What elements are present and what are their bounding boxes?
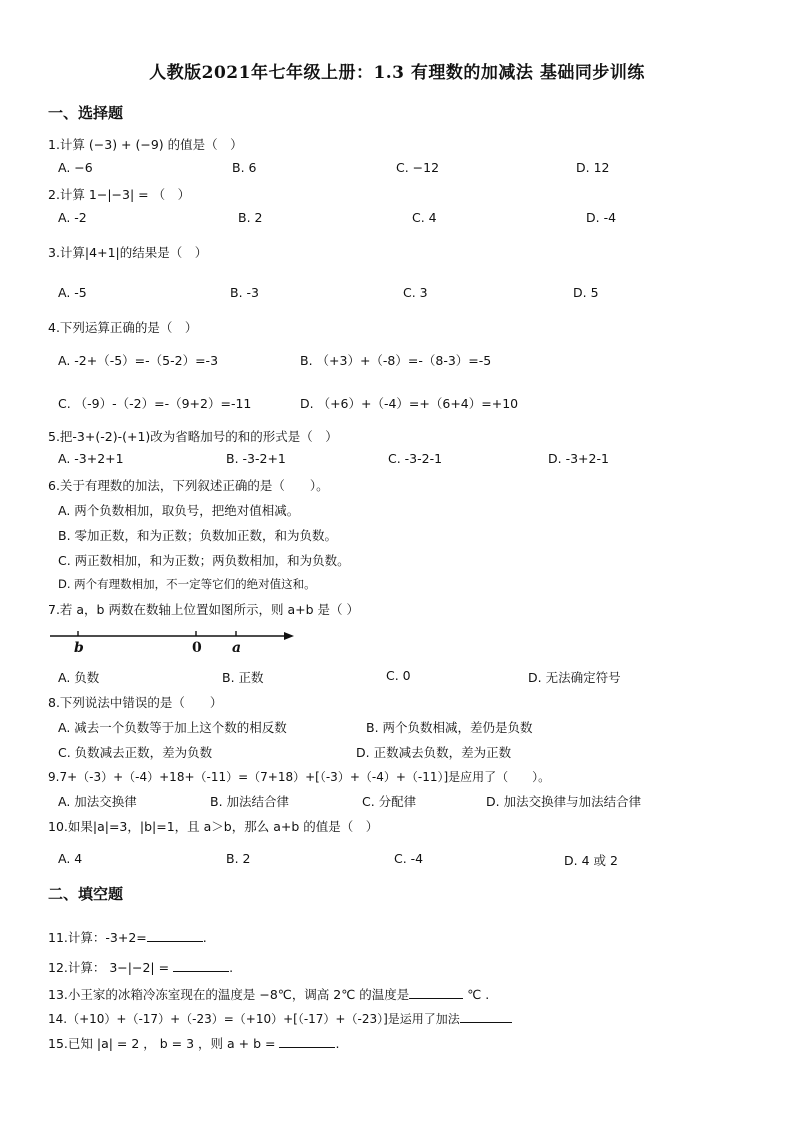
q6-option-a[interactable]: A. 两个负数相加，取负号，把绝对值相减。 bbox=[58, 503, 300, 518]
q4-option-b[interactable]: B. （+3）+（-8）=-（8-3）=-5 bbox=[300, 353, 492, 368]
question-13-text: 13.小王家的冰箱冷冻室现在的温度是 −8℃，调高 2℃ 的温度是 bbox=[48, 987, 410, 1002]
q7-option-a[interactable]: A. 负数 bbox=[58, 670, 100, 685]
q3-option-a[interactable]: A. -5 bbox=[58, 285, 87, 300]
question-8: 8.下列说法中错误的是（ ） bbox=[48, 695, 223, 710]
q1-option-a[interactable]: A. −6 bbox=[58, 160, 93, 175]
q1-option-b[interactable]: B. 6 bbox=[232, 160, 257, 175]
question-11 bbox=[48, 928, 207, 946]
section-choice-heading: 一、选择题 bbox=[48, 104, 124, 122]
q5-option-a[interactable]: A. -3+2+1 bbox=[58, 451, 124, 466]
q4-option-a[interactable]: A. -2+（-5）=-（5-2）=-3 bbox=[58, 353, 219, 368]
q10-option-c[interactable]: C. -4 bbox=[394, 851, 424, 866]
question-3: 3.计算|4+1|的结果是（ ） bbox=[48, 245, 208, 260]
q8-option-b[interactable]: B. 两个负数相减，差仍是负数 bbox=[366, 720, 533, 735]
q10-option-d[interactable]: D. 4 或 2 bbox=[564, 853, 618, 868]
number-line-label-zero: 0 bbox=[192, 640, 202, 656]
question-10: 10.如果|a|=3，|b|=1，且 a＞b，那么 a+b 的值是（ ） bbox=[48, 819, 379, 834]
q9-option-a[interactable]: A. 加法交换律 bbox=[58, 794, 137, 809]
q3-option-b[interactable]: B. -3 bbox=[230, 285, 259, 300]
q4-option-c[interactable]: C. （-9）-（-2）=-（9+2）=-11 bbox=[58, 396, 252, 411]
q11-answer-blank[interactable] bbox=[147, 929, 203, 942]
q6-option-c[interactable]: C. 两正数相加，和为正数；两负数相加，和为负数。 bbox=[58, 553, 350, 568]
q6-option-d[interactable]: D. 两个有理数相加，不一定等它们的绝对值这和。 bbox=[58, 577, 316, 591]
q6-option-b[interactable]: B. 零加正数，和为正数；负数加正数，和为负数。 bbox=[58, 528, 338, 543]
q1-option-c[interactable]: C. −12 bbox=[396, 160, 440, 175]
q5-option-c[interactable]: C. -3-2-1 bbox=[388, 451, 443, 466]
question-4: 4.下列运算正确的是（ ） bbox=[48, 320, 198, 335]
number-line-label-b: b bbox=[74, 640, 84, 656]
number-line-figure bbox=[48, 624, 298, 660]
question-6: 6.关于有理数的加法，下列叙述正确的是（ ）。 bbox=[48, 478, 329, 493]
question-11-tail: . bbox=[202, 930, 207, 945]
q7-option-b[interactable]: B. 正数 bbox=[222, 670, 264, 685]
section-fill-heading: 二、填空题 bbox=[48, 885, 124, 903]
q13-answer-blank[interactable] bbox=[409, 986, 463, 999]
question-12 bbox=[48, 958, 233, 976]
q8-option-a[interactable]: A. 减去一个负数等于加上这个数的相反数 bbox=[58, 720, 287, 735]
q1-option-d[interactable]: D. 12 bbox=[576, 160, 610, 175]
q4-option-d[interactable]: D. （+6）+（-4）=+（6+4）=+10 bbox=[300, 396, 519, 411]
question-15-text: 15.已知 |a| = 2 ， b = 3 ，则 a + b = bbox=[48, 1036, 280, 1051]
question-13 bbox=[48, 985, 489, 1003]
q2-option-c[interactable]: C. 4 bbox=[412, 210, 437, 225]
question-9: 9.7+（-3）+（-4）+18+（-11）=（7+18）+[（-3）+（-4）+（-11）]是应用了（ ）。 bbox=[48, 770, 551, 784]
question-7: 7.若 a，b 两数在数轴上位置如图所示，则 a+b 是（ ） bbox=[48, 602, 359, 617]
q9-option-b[interactable]: B. 加法结合律 bbox=[210, 794, 290, 809]
q15-answer-blank[interactable] bbox=[279, 1035, 335, 1048]
number-line-label-a: a bbox=[232, 640, 242, 656]
q10-option-b[interactable]: B. 2 bbox=[226, 851, 251, 866]
q3-option-d[interactable]: D. 5 bbox=[573, 285, 599, 300]
q2-option-a[interactable]: A. -2 bbox=[58, 210, 87, 225]
q8-option-d[interactable]: D. 正数减去负数，差为正数 bbox=[356, 745, 512, 760]
question-15-tail: . bbox=[335, 1036, 340, 1051]
q9-option-c[interactable]: C. 分配律 bbox=[362, 794, 417, 809]
number-line-svg bbox=[48, 624, 298, 660]
q2-option-b[interactable]: B. 2 bbox=[238, 210, 263, 225]
q9-option-d[interactable]: D. 加法交换律与加法结合律 bbox=[486, 794, 642, 809]
question-12-tail: . bbox=[229, 960, 234, 975]
q8-option-c[interactable]: C. 负数减去正数，差为负数 bbox=[58, 745, 213, 760]
question-14-text: 14.（+10）+（-17）+（-23）=（+10）+[（-17）+（-23）]是运用了加法 bbox=[48, 1012, 460, 1026]
question-15 bbox=[48, 1034, 339, 1052]
question-14 bbox=[48, 1010, 512, 1027]
page-title: 人教版2021年七年级上册：1.3 有理数的加减法 基础同步训练 bbox=[149, 63, 645, 83]
q3-option-c[interactable]: C. 3 bbox=[403, 285, 428, 300]
q5-option-b[interactable]: B. -3-2+1 bbox=[226, 451, 286, 466]
question-12-text: 12.计算： 3−|−2| = bbox=[48, 960, 174, 975]
q2-option-d[interactable]: D. -4 bbox=[586, 210, 617, 225]
q5-option-d[interactable]: D. -3+2-1 bbox=[548, 451, 609, 466]
number-line-arrow-icon bbox=[284, 632, 294, 640]
question-11-text: 11.计算：-3+2= bbox=[48, 930, 147, 945]
q7-option-d[interactable]: D. 无法确定符号 bbox=[528, 670, 621, 685]
question-5: 5.把-3+(-2)-(+1)改为省略加号的和的形式是（ ） bbox=[48, 429, 338, 444]
question-2: 2.计算 1−|−3| = （ ） bbox=[48, 187, 191, 202]
q14-answer-blank[interactable] bbox=[460, 1010, 512, 1023]
q12-answer-blank[interactable] bbox=[173, 959, 229, 972]
q10-option-a[interactable]: A. 4 bbox=[58, 851, 83, 866]
question-1: 1.计算 (−3) + (−9) 的值是（ ） bbox=[48, 137, 243, 152]
q7-option-c[interactable]: C. 0 bbox=[386, 668, 411, 683]
question-13-tail: ℃ . bbox=[463, 987, 490, 1002]
